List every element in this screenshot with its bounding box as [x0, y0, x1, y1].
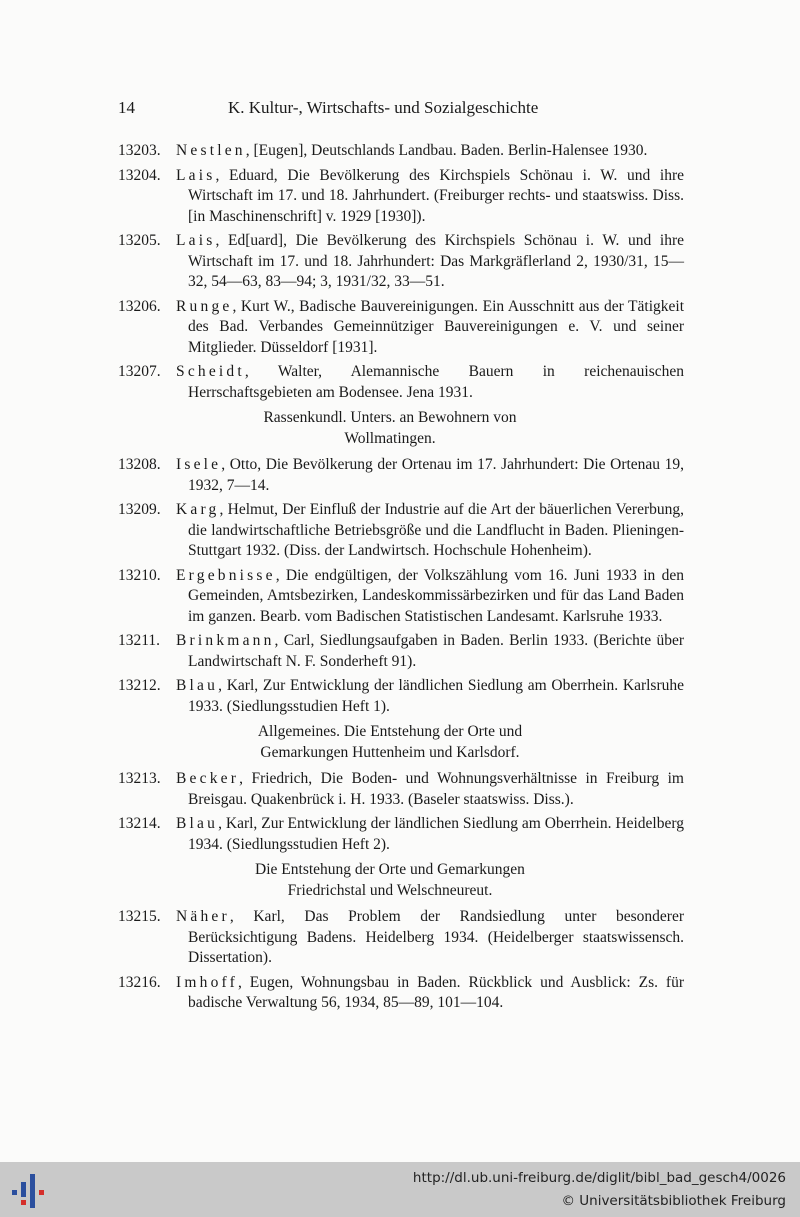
entry-citation: , Karl, Das Problem der Randsiedlung unter besonderer Berücksichtigung Badens. Heidelberg 1934. (Heidelberger staatswissensch. Dissertation). — [188, 908, 684, 966]
entry-author: Blau — [176, 815, 219, 832]
ub-freiburg-logo-icon[interactable] — [10, 1170, 50, 1210]
entry-text — [176, 566, 684, 628]
entry-author: Nestlen — [176, 142, 246, 159]
entry-number: 13209. — [118, 501, 161, 518]
entry-number: 13204. — [118, 166, 161, 184]
bibliography-entry — [118, 166, 684, 228]
entry-citation: , Eduard, Die Bevölkerung des Kirchspiels Schönau i. W. und ihre Wirtschaft im 17. und 18. Jahrhundert. (Freiburger rechts- und staatswiss. Diss. [in Maschinenschrift] v. 1929 [1930]). — [188, 166, 684, 225]
entry-citation: , Helmut, Der Einfluß der Industrie auf die Art der bäuerlichen Vererbung, die landwirtschaftliche Betriebsgröße und die Landflucht in Baden. Plieningen-Stuttgart 1932. (Diss. der Landwirtsch. Hochschule Hohenheim). — [188, 501, 684, 559]
bibliography-entry — [118, 231, 684, 293]
entry-author: Blau — [176, 677, 219, 694]
entry-citation: , Walter, Alemannische Bauern in reichenauischen Herrschaftsgebieten am Bodensee. Jena 1931. — [188, 363, 684, 401]
bibliography-list — [118, 141, 684, 1018]
bibliography-entry — [118, 676, 684, 717]
entry-citation: , Karl, Zur Entwicklung der ländlichen Siedlung am Oberrhein. Heidelberg 1934. (Siedlungsstudien Heft 2). — [188, 815, 684, 853]
bibliography-entry — [118, 455, 684, 496]
entry-citation: , Otto, Die Bevölkerung der Ortenau im 17. Jahrhundert: Die Ortenau 19, 1932, 7—14. — [188, 456, 684, 494]
bibliography-entry — [118, 631, 684, 672]
entry-author: Imhoff — [176, 973, 238, 991]
entry-citation: , Ed[uard], Die Bevölkerung des Kirchspiels Schönau i. W. und ihre Wirtschaft im 17. und 18. Jahrhundert: Das Markgräflerland 2, 1930/31, 15—32, 54—63, 83—94; 3, 1931/32, 33—51. — [188, 232, 684, 290]
entry-annotation: Allgemeines. Die Entstehung der Orte und Gemarkungen Huttenheim und Karlsdorf. — [257, 723, 523, 761]
entry-number: 13205. — [118, 232, 161, 249]
entry-author: Näher — [176, 908, 230, 925]
entry-number: 13214. — [118, 815, 161, 832]
entry-text — [176, 907, 684, 969]
entry-citation: , Karl, Zur Entwicklung der ländlichen Siedlung am Oberrhein. Karlsruhe 1933. (Siedlungsstudien Heft 1). — [188, 677, 684, 715]
entry-text — [176, 676, 684, 717]
entry-number: 13206. — [118, 297, 161, 315]
entry-author: Brinkmann — [176, 632, 275, 649]
entry-number: 13213. — [118, 770, 161, 787]
page-header — [118, 98, 684, 124]
copyright-text: © Universitätsbibliothek Freiburg — [561, 1193, 786, 1209]
footer-bar — [0, 1162, 800, 1217]
source-url-link[interactable]: http://dl.ub.uni-freiburg.de/diglit/bibl_bad_gesch4/0026 — [412, 1170, 786, 1186]
entry-number: 13215. — [118, 908, 161, 925]
entry-annotation: Rassenkundl. Unters. an Bewohnern von Wollmatingen. — [263, 409, 517, 447]
entry-author: Lais — [176, 232, 216, 249]
entry-text — [176, 973, 684, 1014]
bibliography-entry — [118, 141, 684, 162]
bibliography-entry — [118, 566, 684, 628]
entry-author: Lais — [176, 166, 216, 184]
entry-citation: , Friedrich, Die Boden- und Wohnungsverhältnisse in Freiburg im Breisgau. Quakenbrück i. H. 1933. (Baseler staatswiss. Diss.). — [188, 770, 684, 808]
entry-author: Runge — [176, 297, 233, 315]
entry-author: Ergebnisse — [176, 566, 276, 584]
bibliography-entry — [118, 907, 684, 969]
entry-text — [176, 455, 684, 496]
entry-number: 13211. — [118, 632, 161, 649]
entry-number: 13203. — [118, 142, 161, 159]
entry-author: Karg — [176, 501, 220, 518]
entry-text — [176, 231, 684, 293]
bibliography-entry — [118, 814, 684, 855]
entry-author: Becker — [176, 770, 240, 787]
bibliography-entry — [118, 362, 684, 403]
entry-citation: , Carl, Siedlungsaufgaben in Baden. Berlin 1933. (Berichte über Landwirtschaft N. F. Sonderheft 91). — [188, 632, 684, 670]
entry-citation: , [Eugen], Deutschlands Landbau. Baden. Berlin-Halensee 1930. — [245, 142, 648, 159]
entry-citation: , Eugen, Wohnungsbau in Baden. Rückblick und Ausblick: Zs. für badische Verwaltung 56, 1934, 85—89, 101—104. — [188, 973, 684, 1011]
bibliography-entry — [118, 500, 684, 562]
entry-author: Scheidt — [176, 363, 245, 380]
entry-text — [176, 814, 684, 855]
entry-annotation: Die Entstehung der Orte und Gemarkungen Friedrichstal und Welschneureut. — [255, 861, 525, 899]
entry-number: 13212. — [118, 677, 161, 694]
entry-text — [176, 631, 684, 672]
page-number: 14 — [118, 98, 135, 117]
bibliography-entry — [118, 297, 684, 359]
entry-number: 13216. — [118, 973, 161, 991]
entry-text — [176, 166, 684, 228]
entry-text — [176, 500, 684, 562]
entry-text — [176, 362, 684, 403]
entry-citation: , Kurt W., Badische Bauvereinigungen. Ein Ausschnitt aus der Tätigkeit des Bad. Verbandes Gemeinnütziger Bauvereinigungen e. V. und seiner Mitglieder. Düsseldorf [1931]. — [188, 297, 684, 356]
entry-number: 13207. — [118, 363, 161, 380]
entry-number: 13208. — [118, 456, 161, 473]
entry-author: Isele — [176, 456, 222, 473]
entry-text — [176, 297, 684, 359]
entry-text — [176, 141, 684, 162]
section-title: K. Kultur-, Wirtschafts- und Sozialgeschichte — [228, 98, 539, 117]
entry-number: 13210. — [118, 566, 161, 584]
entry-text — [176, 769, 684, 810]
entry-citation: , Die endgültigen, der Volkszählung vom 16. Juni 1933 in den Gemeinden, Amtsbezirken, Landeskommissärbezirken und für das Land Baden im ganzen. Bearb. vom Badischen Statistischen Landesamt. Karlsruhe 1933. — [188, 566, 684, 625]
bibliography-entry — [118, 769, 684, 810]
bibliography-entry — [118, 973, 684, 1014]
